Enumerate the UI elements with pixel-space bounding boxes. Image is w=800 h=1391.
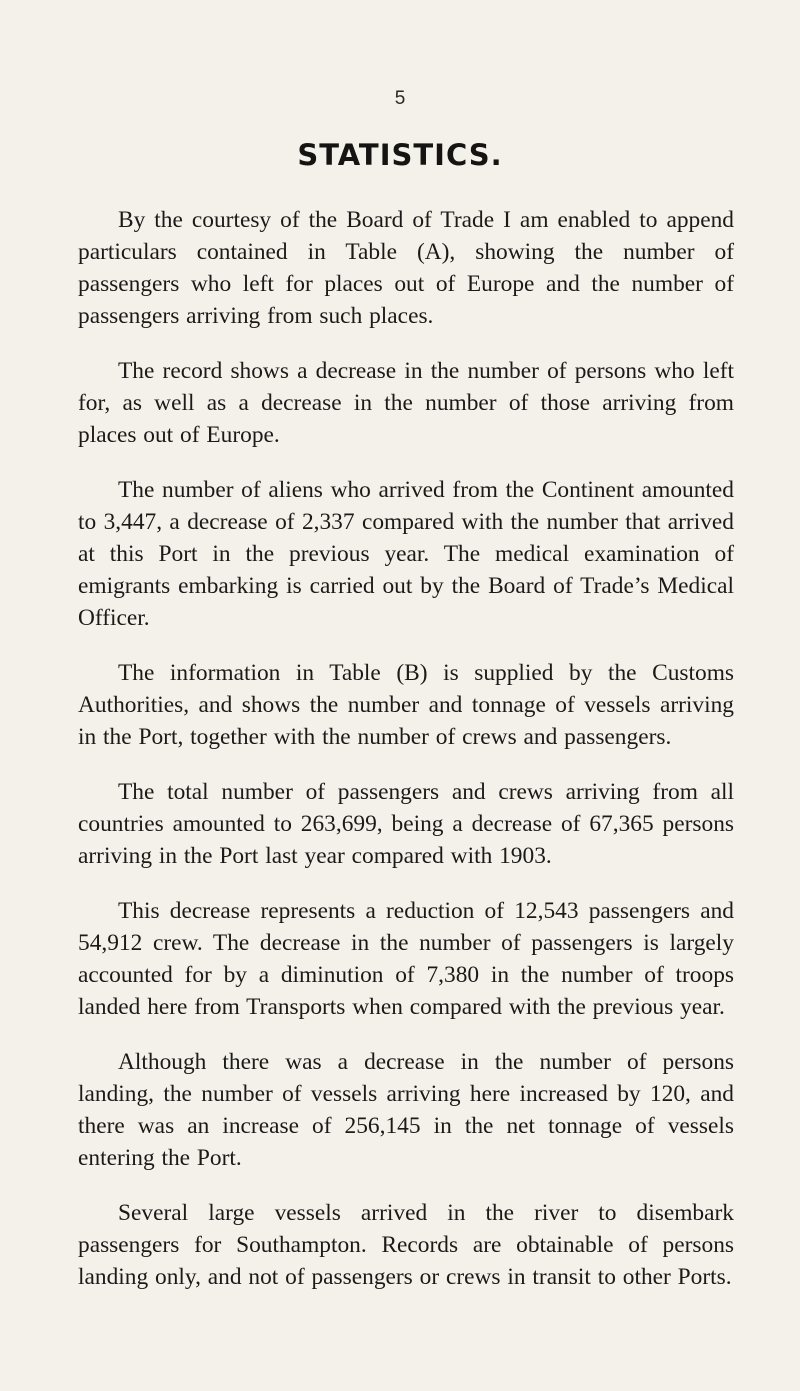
paragraph-total-passengers: The total number of passengers and crews arriving from all countries amounted to 263,699, being a decrease of 67,365 persons arriving in the Port last year compared with 1903. — [78, 779, 734, 869]
page-title: STATISTICS. — [297, 138, 503, 172]
paragraph-large-vessels: Several large vessels arrived in the river to disembark passengers for Southampton. Records are obtainable of persons landing only, and not of passengers or crews in transit to other Ports. — [78, 1200, 734, 1290]
paragraph-aliens: The number of aliens who arrived from the Continent amounted to 3,447, a decrease of 2,337 compared with the number that arrived at this Port in the previous year. The medical examination of emigrants embarking is carried out by the Board of Trade’s Medical Officer. — [78, 477, 734, 631]
paragraph-table-b: The information in Table (B) is supplied by the Customs Authorities, and shows the number and tonnage of vessels arriving in the Port, together with the number of crews and passengers. — [78, 660, 734, 750]
paragraph-board-of-trade: By the courtesy of the Board of Trade I am enabled to append particulars contained in Table (A), showing the number of passengers who left for places out of Europe and the number of passengers arriving from such places. — [78, 207, 734, 329]
paragraph-decrease-breakdown: This decrease represents a reduction of 12,543 passengers and 54,912 crew. The decrease in the number of passengers is largely accounted for by a diminution of 7,380 in the number of troops landed here from Transports when compared with the previous year. — [78, 898, 734, 1020]
body-text — [78, 204, 734, 1316]
paragraph-vessels-increase: Although there was a decrease in the number of persons landing, the number of vessels arriving here increased by 120, and there was an increase of 256,145 in the net tonnage of vessels entering the Port. — [78, 1049, 734, 1171]
paragraph-record-decrease: The record shows a decrease in the number of persons who left for, as well as a decrease in the number of those arriving from places out of Europe. — [78, 358, 734, 448]
page-number: 5 — [394, 88, 406, 109]
